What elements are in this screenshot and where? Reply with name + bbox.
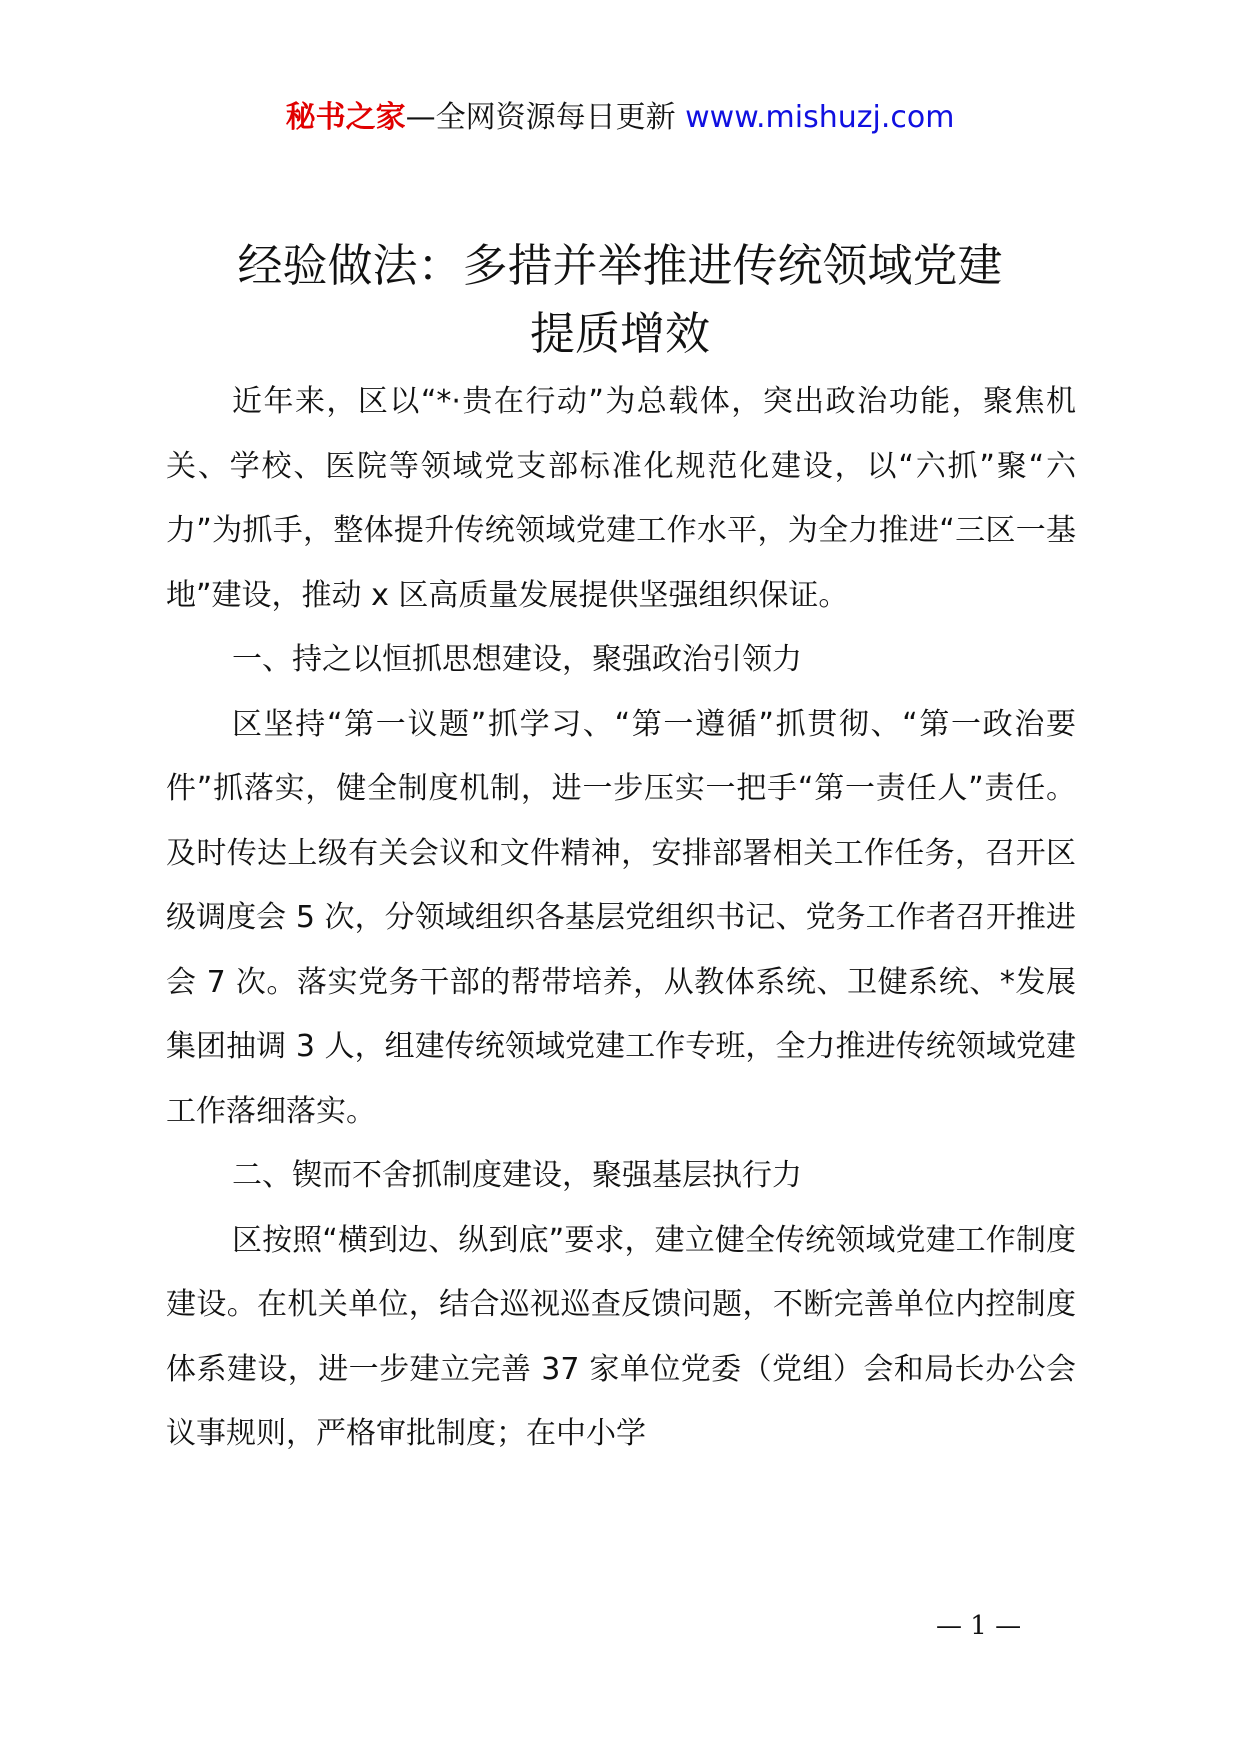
document-title-line-2: 提质增效 (529, 307, 710, 360)
paragraph-section-2: 区按照“横到边、纵到底”要求，建立健全传统领域党建工作制度建设。在机关单位，结合巡视巡查反馈问题，不断完善单位内控制度体系建设，进一步建立完善 37 家单位党委（党组）会和局长办公会议事规则，严格审批制度；在中小学 (166, 1222, 1076, 1451)
page-number: — 1 — (936, 1611, 1022, 1641)
site-header (0, 98, 1240, 138)
site-brand: 秘书之家 (285, 100, 406, 135)
document-title-line-1: 经验做法：多措并举推进传统领域党建 (237, 239, 1003, 292)
section-heading-2: 二、锲而不舍抓制度建设，聚强基层执行力 (232, 1158, 802, 1193)
document-body (166, 370, 1076, 1467)
site-tagline: —全网资源每日更新 (405, 100, 676, 135)
paragraph-intro: 近年来，区以“*·贵在行动”为总载体，突出政治功能，聚焦机关、学校、医院等领域党支部标准化规范化建设，以“六抓”聚“六力”为抓手，整体提升传统领域党建工作水平，为全力推进“三区一基地”建设，推动 x 区高质量发展提供坚强组织保证。 (166, 384, 1076, 613)
paragraph-section-1: 区坚持“第一议题”抓学习、“第一遵循”抓贯彻、“第一政治要件”抓落实，健全制度机制，进一步压实一把手“第一责任人”责任。及时传达上级有关会议和文件精神，安排部署相关工作任务，召开区级调度会 5 次，分领域组织各基层党组织书记、党务工作者召开推进会 7 次。落实党务干部的帮带培养，从教体系统、卫健系统、*发展集团抽调 3 人，组建传统领域党建工作专班，全力推进传统领域党建工作落细落实。 (166, 706, 1076, 1129)
site-url-link[interactable]: www.mishuzj.com (685, 100, 955, 135)
section-heading-1: 一、持之以恒抓思想建设，聚强政治引领力 (232, 642, 802, 677)
